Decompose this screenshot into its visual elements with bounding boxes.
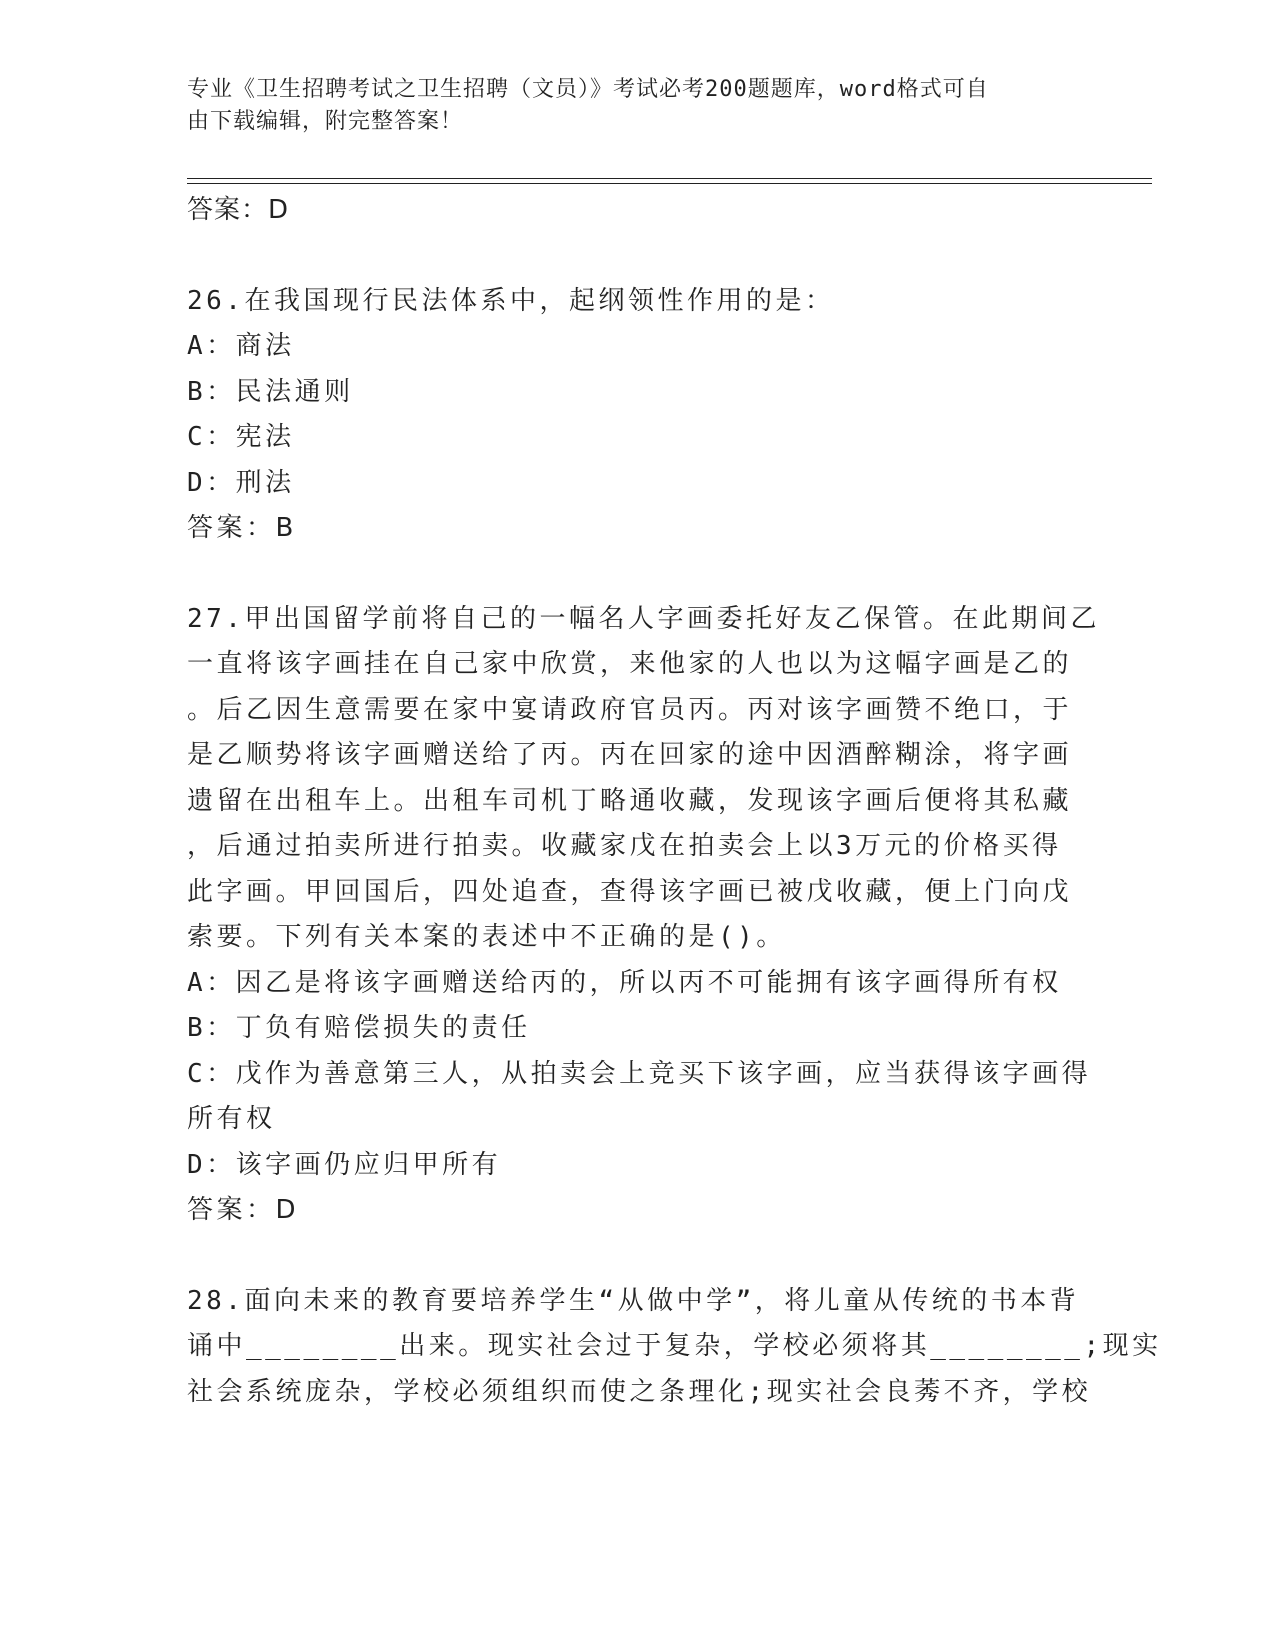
- option-b: B：民法通则: [187, 376, 354, 407]
- option-d: D：刑法: [187, 467, 295, 498]
- header-line-2: 由下载编辑，附完整答案！: [187, 109, 464, 134]
- question-text-line: 27.甲出国留学前将自己的一幅名人字画委托好友乙保管。在此期间乙: [187, 603, 1100, 634]
- option-a: A：因乙是将该字画赠送给丙的，所以丙不可能拥有该字画得所有权: [187, 967, 1062, 998]
- question-text-line: 一直将该字画挂在自己家中欣赏，来他家的人也以为这幅字画是乙的: [187, 649, 1073, 679]
- question-text-line: ，后通过拍卖所进行拍卖。收藏家戊在拍卖会上以3万元的价格买得: [187, 831, 1062, 861]
- option-b: B：丁负有赔偿损失的责任: [187, 1013, 531, 1043]
- answer: 答案：D: [187, 1195, 300, 1225]
- option-c: C：宪法: [187, 422, 295, 452]
- question-text-line: 是乙顺势将该字画赠送给了丙。丙在回家的途中因酒醉糊涂，将字画: [187, 740, 1073, 770]
- question-text-line: 26.在我国现行民法体系中，起纲领性作用的是：: [187, 285, 835, 316]
- header-divider-top: [187, 178, 1152, 179]
- spacer: [187, 552, 1087, 597]
- answer: 答案：B: [187, 513, 297, 543]
- spacer: [187, 234, 1087, 279]
- document-body: [187, 188, 1162, 1415]
- answer-previous: 答案：D: [187, 195, 290, 225]
- question-text-line: 此字画。甲回国后，四处追查，查得该字画已被戊收藏，便上门向戊: [187, 876, 1073, 907]
- question-26: [187, 279, 1087, 552]
- header-divider-bottom: [187, 183, 1152, 184]
- question-text-line: 。后乙因生意需要在家中宴请政府官员丙。丙对该字画赞不绝口，于: [187, 694, 1073, 725]
- option-c: C：戊作为善意第三人，从拍卖会上竞买下该字画，应当获得该字画得: [187, 1058, 1092, 1089]
- question-text-line: 诵中________出来。现实社会过于复杂，学校必须将其________;现实: [187, 1331, 1162, 1361]
- option-a: A：商法: [187, 331, 295, 361]
- question-text-line: 28.面向未来的教育要培养学生“从做中学”，将儿童从传统的书本背: [187, 1285, 1080, 1316]
- question-27: [187, 597, 1100, 1234]
- question-28: [187, 1279, 1162, 1416]
- spacer: [187, 1234, 1087, 1279]
- question-text-line: 遗留在出租车上。出租车司机丁略通收藏，发现该字画后便将其私藏: [187, 785, 1073, 816]
- option-d: D：该字画仍应归甲所有: [187, 1149, 502, 1180]
- question-text-line: 索要。下列有关本案的表述中不正确的是()。: [187, 922, 786, 952]
- page-header: [187, 74, 1067, 138]
- header-line-1: 专业《卫生招聘考试之卫生招聘（文员）》考试必考200题题库，word格式可自: [187, 77, 989, 102]
- question-text-line: 社会系统庞杂，学校必须组织而使之条理化;现实社会良莠不齐，学校: [187, 1376, 1092, 1407]
- option-c-continued: 所有权: [187, 1104, 276, 1134]
